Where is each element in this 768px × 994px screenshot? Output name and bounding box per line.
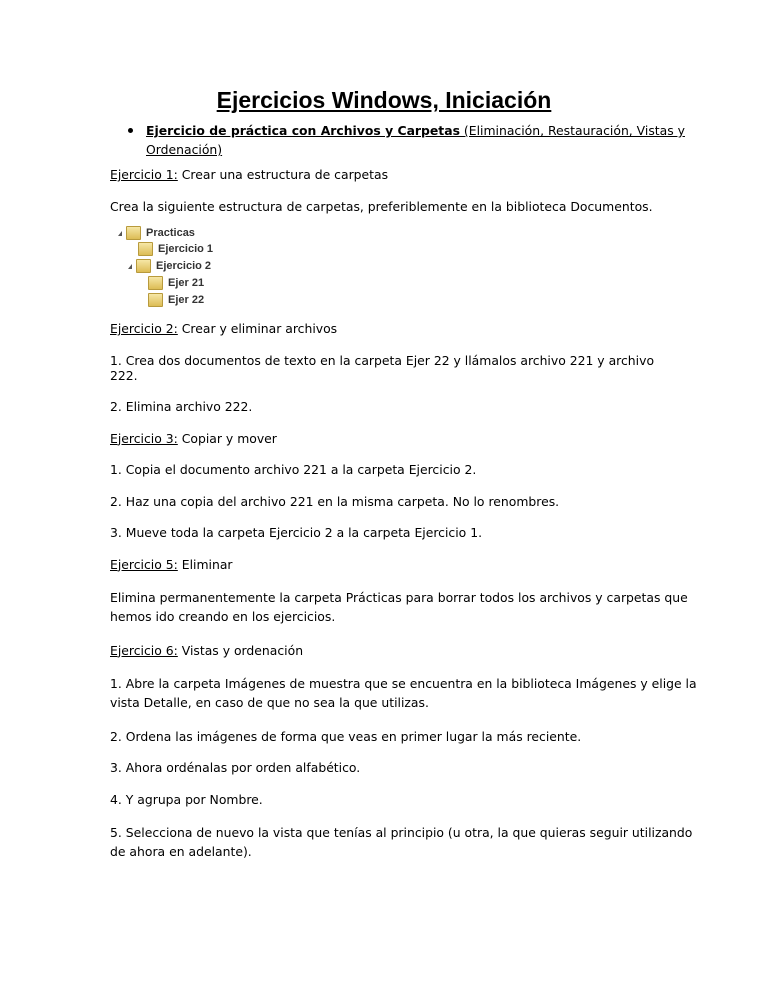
- tree-item: Practicas: [118, 225, 195, 241]
- paragraph: 2. Ordena las imágenes de forma que veas en primer lugar la más reciente.: [110, 728, 582, 744]
- paragraph: 3. Mueve toda la carpeta Ejercicio 2 a la carpeta Ejercicio 1.: [110, 525, 483, 540]
- paragraph: Elimina permanentemente la carpeta Prácticas para borrar todos los archivos y carpetas que hemos ido creando en los ejercicios.: [110, 590, 688, 624]
- paragraph: Crea la siguiente estructura de carpetas, preferiblemente en la biblioteca Documentos.: [110, 198, 653, 214]
- paragraph: 1. Copia el documento archivo 221 a la carpeta Ejercicio 2.: [110, 462, 477, 477]
- tree-item: Ejercicio 2: [128, 258, 211, 274]
- paragraph: 4. Y agrupa por Nombre.: [110, 791, 263, 807]
- folder-tree-image: [115, 222, 240, 310]
- bullet-heading: Ejercicio de práctica con Archivos y Carpetas: [146, 123, 460, 138]
- tree-item: Ejer 21: [148, 275, 204, 291]
- expand-arrow-icon: [118, 231, 122, 236]
- tree-item: Ejercicio 1: [138, 241, 213, 257]
- folder-icon: [136, 259, 151, 273]
- exercise-6-heading: Ejercicio 6: Vistas y ordenación: [110, 642, 304, 658]
- paragraph: 2. Haz una copia del archivo 221 en la misma carpeta. No lo renombres.: [110, 493, 560, 509]
- expand-arrow-icon: [128, 264, 132, 269]
- paragraph: 5. Selecciona de nuevo la vista que tenías al principio (u otra, la que quieras seguir utilizando de ahora en adelante).: [110, 825, 693, 859]
- folder-icon: [138, 242, 153, 256]
- exercise-1-heading: Ejercicio 1: Crear una estructura de carpetas: [110, 167, 389, 182]
- exercise-3-heading: Ejercicio 3: Copiar y mover: [110, 430, 277, 446]
- exercise-5-heading: Ejercicio 5: Eliminar: [110, 556, 233, 572]
- document-title: Ejercicios Windows, Iniciación: [216, 87, 552, 113]
- document-body: [110, 121, 697, 878]
- paragraph: 1. Crea dos documentos de texto en la carpeta Ejer 22 y llámalos archivo 221 y archivo 222.: [110, 352, 655, 383]
- bullet-icon: [128, 128, 133, 133]
- bullet-item: Ejercicio de práctica con Archivos y Carpetas (Eliminación, Restauración, Vistas y Ordenación): [110, 121, 670, 159]
- exercise-2-heading: Ejercicio 2: Crear y eliminar archivos: [110, 321, 338, 336]
- tree-item: Ejer 22: [148, 292, 204, 308]
- paragraph: 3. Ahora ordénalas por orden alfabético.: [110, 760, 361, 775]
- folder-icon: [148, 276, 163, 290]
- paragraph: 2. Elimina archivo 222.: [110, 399, 253, 414]
- folder-icon: [126, 226, 141, 240]
- folder-icon: [148, 293, 163, 307]
- paragraph: 1. Abre la carpeta Imágenes de muestra que se encuentra en la biblioteca Imágenes y elige la vista Detalle, en caso de que no sea la que utilizas.: [110, 676, 697, 710]
